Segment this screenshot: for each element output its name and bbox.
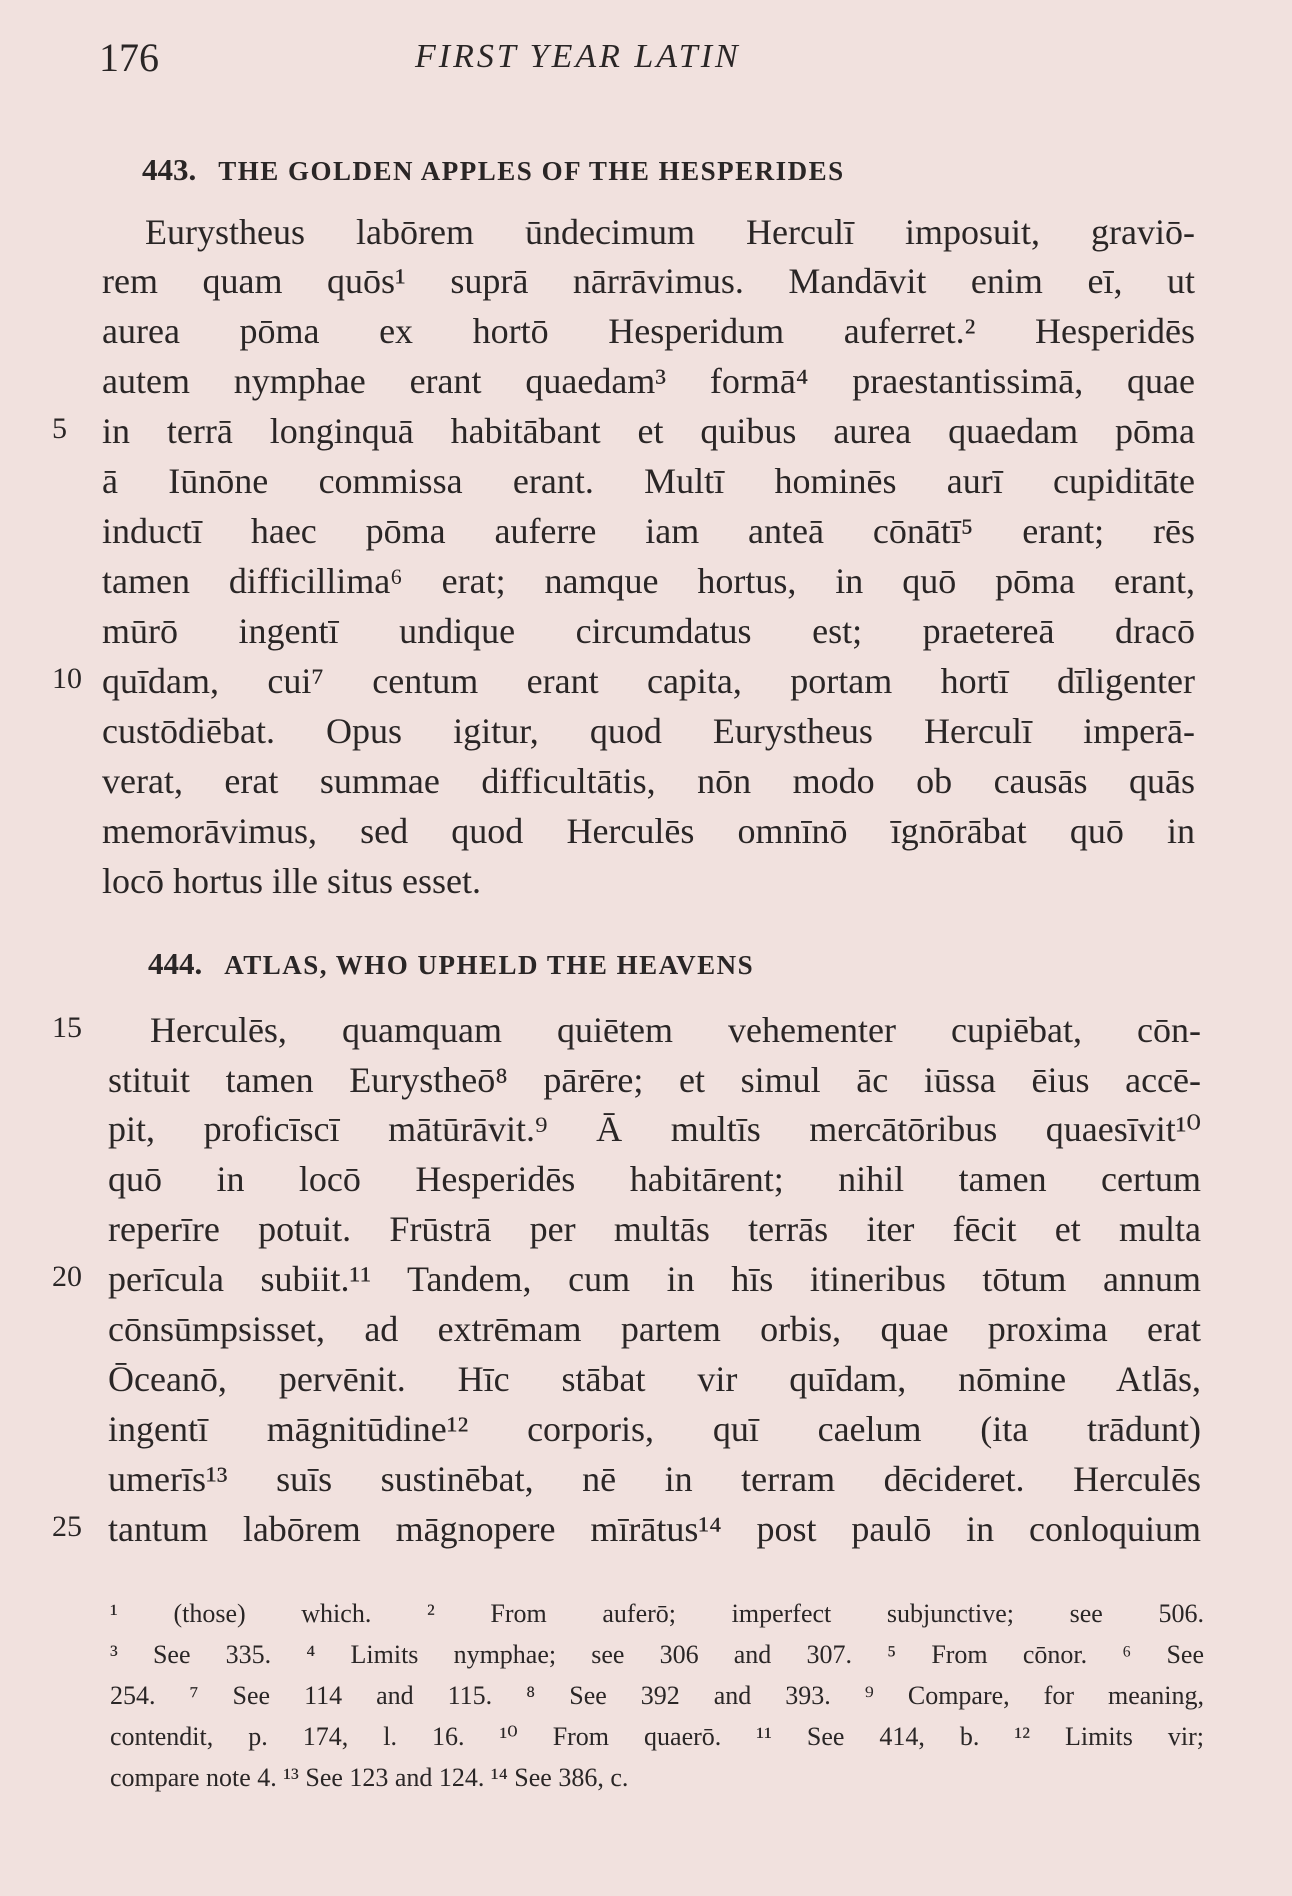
running-title: FIRST YEAR LATIN	[415, 38, 741, 75]
line-text: inductī haec pōma auferre iam anteā cōnātī⁵ erant; rēs	[102, 511, 1195, 551]
text-line	[0, 1454, 1292, 1506]
line-text: umerīs¹³ suīs sustinēbat, nē in terram dēcideret. Herculēs	[108, 1459, 1201, 1499]
footnote-text: contendit, p. 174, l. 16. ¹⁰ From quaerō. ¹¹ See 414, b. ¹² Limits vir;	[110, 1722, 1204, 1751]
text-line	[0, 656, 1292, 708]
text-line	[0, 1304, 1292, 1356]
line-text: verat, erat summae difficultātis, nōn modo ob causās quās	[102, 761, 1195, 801]
line-number: 20	[52, 1260, 82, 1293]
line-text: tamen difficillima⁶ erat; namque hortus, in quō pōma erant,	[102, 561, 1195, 601]
text-line	[0, 306, 1292, 358]
line-text: aurea pōma ex hortō Hesperidum auferret.² Hesperidēs	[102, 311, 1195, 351]
text-line	[0, 606, 1292, 658]
section-number: 444.	[148, 946, 203, 981]
section-heading-443	[142, 152, 845, 188]
text-line	[0, 207, 1292, 259]
section-title: ATLAS, WHO UPHELD THE HEAVENS	[224, 950, 755, 980]
footnote-text: ¹ (those) which. ² From auferō; imperfect subjunctive; see 506.	[110, 1599, 1204, 1628]
line-text: ingentī māgnitūdine¹² corporis, quī caelum (ita trādunt)	[108, 1409, 1201, 1449]
footnote-text: compare note 4. ¹³ See 123 and 124. ¹⁴ See 386, c.	[110, 1763, 629, 1792]
line-text: reperīre potuit. Frūstrā per multās terrās iter fēcit et multa	[108, 1209, 1201, 1249]
text-line	[0, 1204, 1292, 1256]
footnote-line	[0, 1758, 1292, 1798]
text-line	[0, 556, 1292, 608]
text-line	[0, 506, 1292, 558]
text-line	[0, 456, 1292, 508]
text-line	[0, 256, 1292, 308]
text-line	[0, 706, 1292, 758]
text-line	[0, 1005, 1292, 1057]
text-line	[0, 406, 1292, 458]
section-number: 443.	[142, 152, 197, 187]
line-number: 25	[52, 1510, 82, 1543]
footnote-line	[0, 1594, 1292, 1634]
line-text: in terrā longinquā habitābant et quibus aurea quaedam pōma	[102, 411, 1195, 451]
text-line	[0, 1354, 1292, 1406]
line-text: Ōceanō, pervēnit. Hīc stābat vir quīdam, nōmine Atlās,	[108, 1359, 1201, 1399]
line-text: custōdiēbat. Opus igitur, quod Eurystheus Herculī imperā-	[102, 711, 1195, 751]
line-text: quīdam, cui⁷ centum erant capita, portam hortī dīligenter	[102, 661, 1195, 701]
section-heading-444	[148, 946, 754, 982]
text-line	[0, 1154, 1292, 1206]
line-text: Eurystheus labōrem ūndecimum Herculī imposuit, graviō-	[145, 212, 1195, 252]
text-line	[0, 356, 1292, 408]
text-line	[0, 1404, 1292, 1456]
footnote-line	[0, 1635, 1292, 1675]
line-number: 15	[52, 1011, 82, 1044]
line-text: cōnsūmpsisset, ad extrēmam partem orbis, quae proxima erat	[108, 1309, 1201, 1349]
text-line	[0, 1104, 1292, 1156]
footnote-text: ³ See 335. ⁴ Limits nymphae; see 306 and 307. ⁵ From cōnor. ⁶ See	[110, 1640, 1204, 1669]
line-text: memorāvimus, sed quod Herculēs omnīnō īgnōrābat quō in	[102, 811, 1195, 851]
line-number: 5	[52, 412, 67, 445]
text-line	[0, 1254, 1292, 1306]
line-text: locō hortus ille situs esset.	[102, 861, 481, 901]
line-text: autem nymphae erant quaedam³ formā⁴ praestantissimā, quae	[102, 361, 1195, 401]
section-title: THE GOLDEN APPLES OF THE HESPERIDES	[218, 156, 845, 186]
footnote-line	[0, 1676, 1292, 1716]
line-text: perīcula subiit.¹¹ Tandem, cum in hīs itineribus tōtum annum	[108, 1259, 1201, 1299]
running-head	[95, 30, 1215, 90]
footnote-text: 254. ⁷ See 114 and 115. ⁸ See 392 and 393. ⁹ Compare, for meaning,	[110, 1681, 1204, 1710]
text-line	[0, 1504, 1292, 1556]
line-text: stituit tamen Eurystheō⁸ pārēre; et simul āc iūssa ēius accē-	[108, 1060, 1201, 1100]
line-text: mūrō ingentī undique circumdatus est; praetereā dracō	[102, 611, 1195, 651]
line-text: ā Iūnōne commissa erant. Multī hominēs aurī cupiditāte	[102, 461, 1195, 501]
line-number: 10	[52, 662, 82, 695]
text-line	[0, 756, 1292, 808]
line-text: rem quam quōs¹ suprā nārrāvimus. Mandāvit enim eī, ut	[102, 261, 1195, 301]
line-text: tantum labōrem māgnopere mīrātus¹⁴ post paulō in conloquium	[108, 1509, 1201, 1549]
line-text: quō in locō Hesperidēs habitārent; nihil tamen certum	[108, 1159, 1201, 1199]
page-number: 176	[99, 35, 159, 80]
text-line	[0, 856, 1292, 908]
footnote-line	[0, 1717, 1292, 1757]
text-line	[0, 1055, 1292, 1107]
line-text: pit, proficīscī mātūrāvit.⁹ Ā multīs mercātōribus quaesīvit¹⁰	[108, 1109, 1201, 1149]
text-line	[0, 806, 1292, 858]
line-text: Herculēs, quamquam quiētem vehementer cupiēbat, cōn-	[150, 1010, 1201, 1050]
